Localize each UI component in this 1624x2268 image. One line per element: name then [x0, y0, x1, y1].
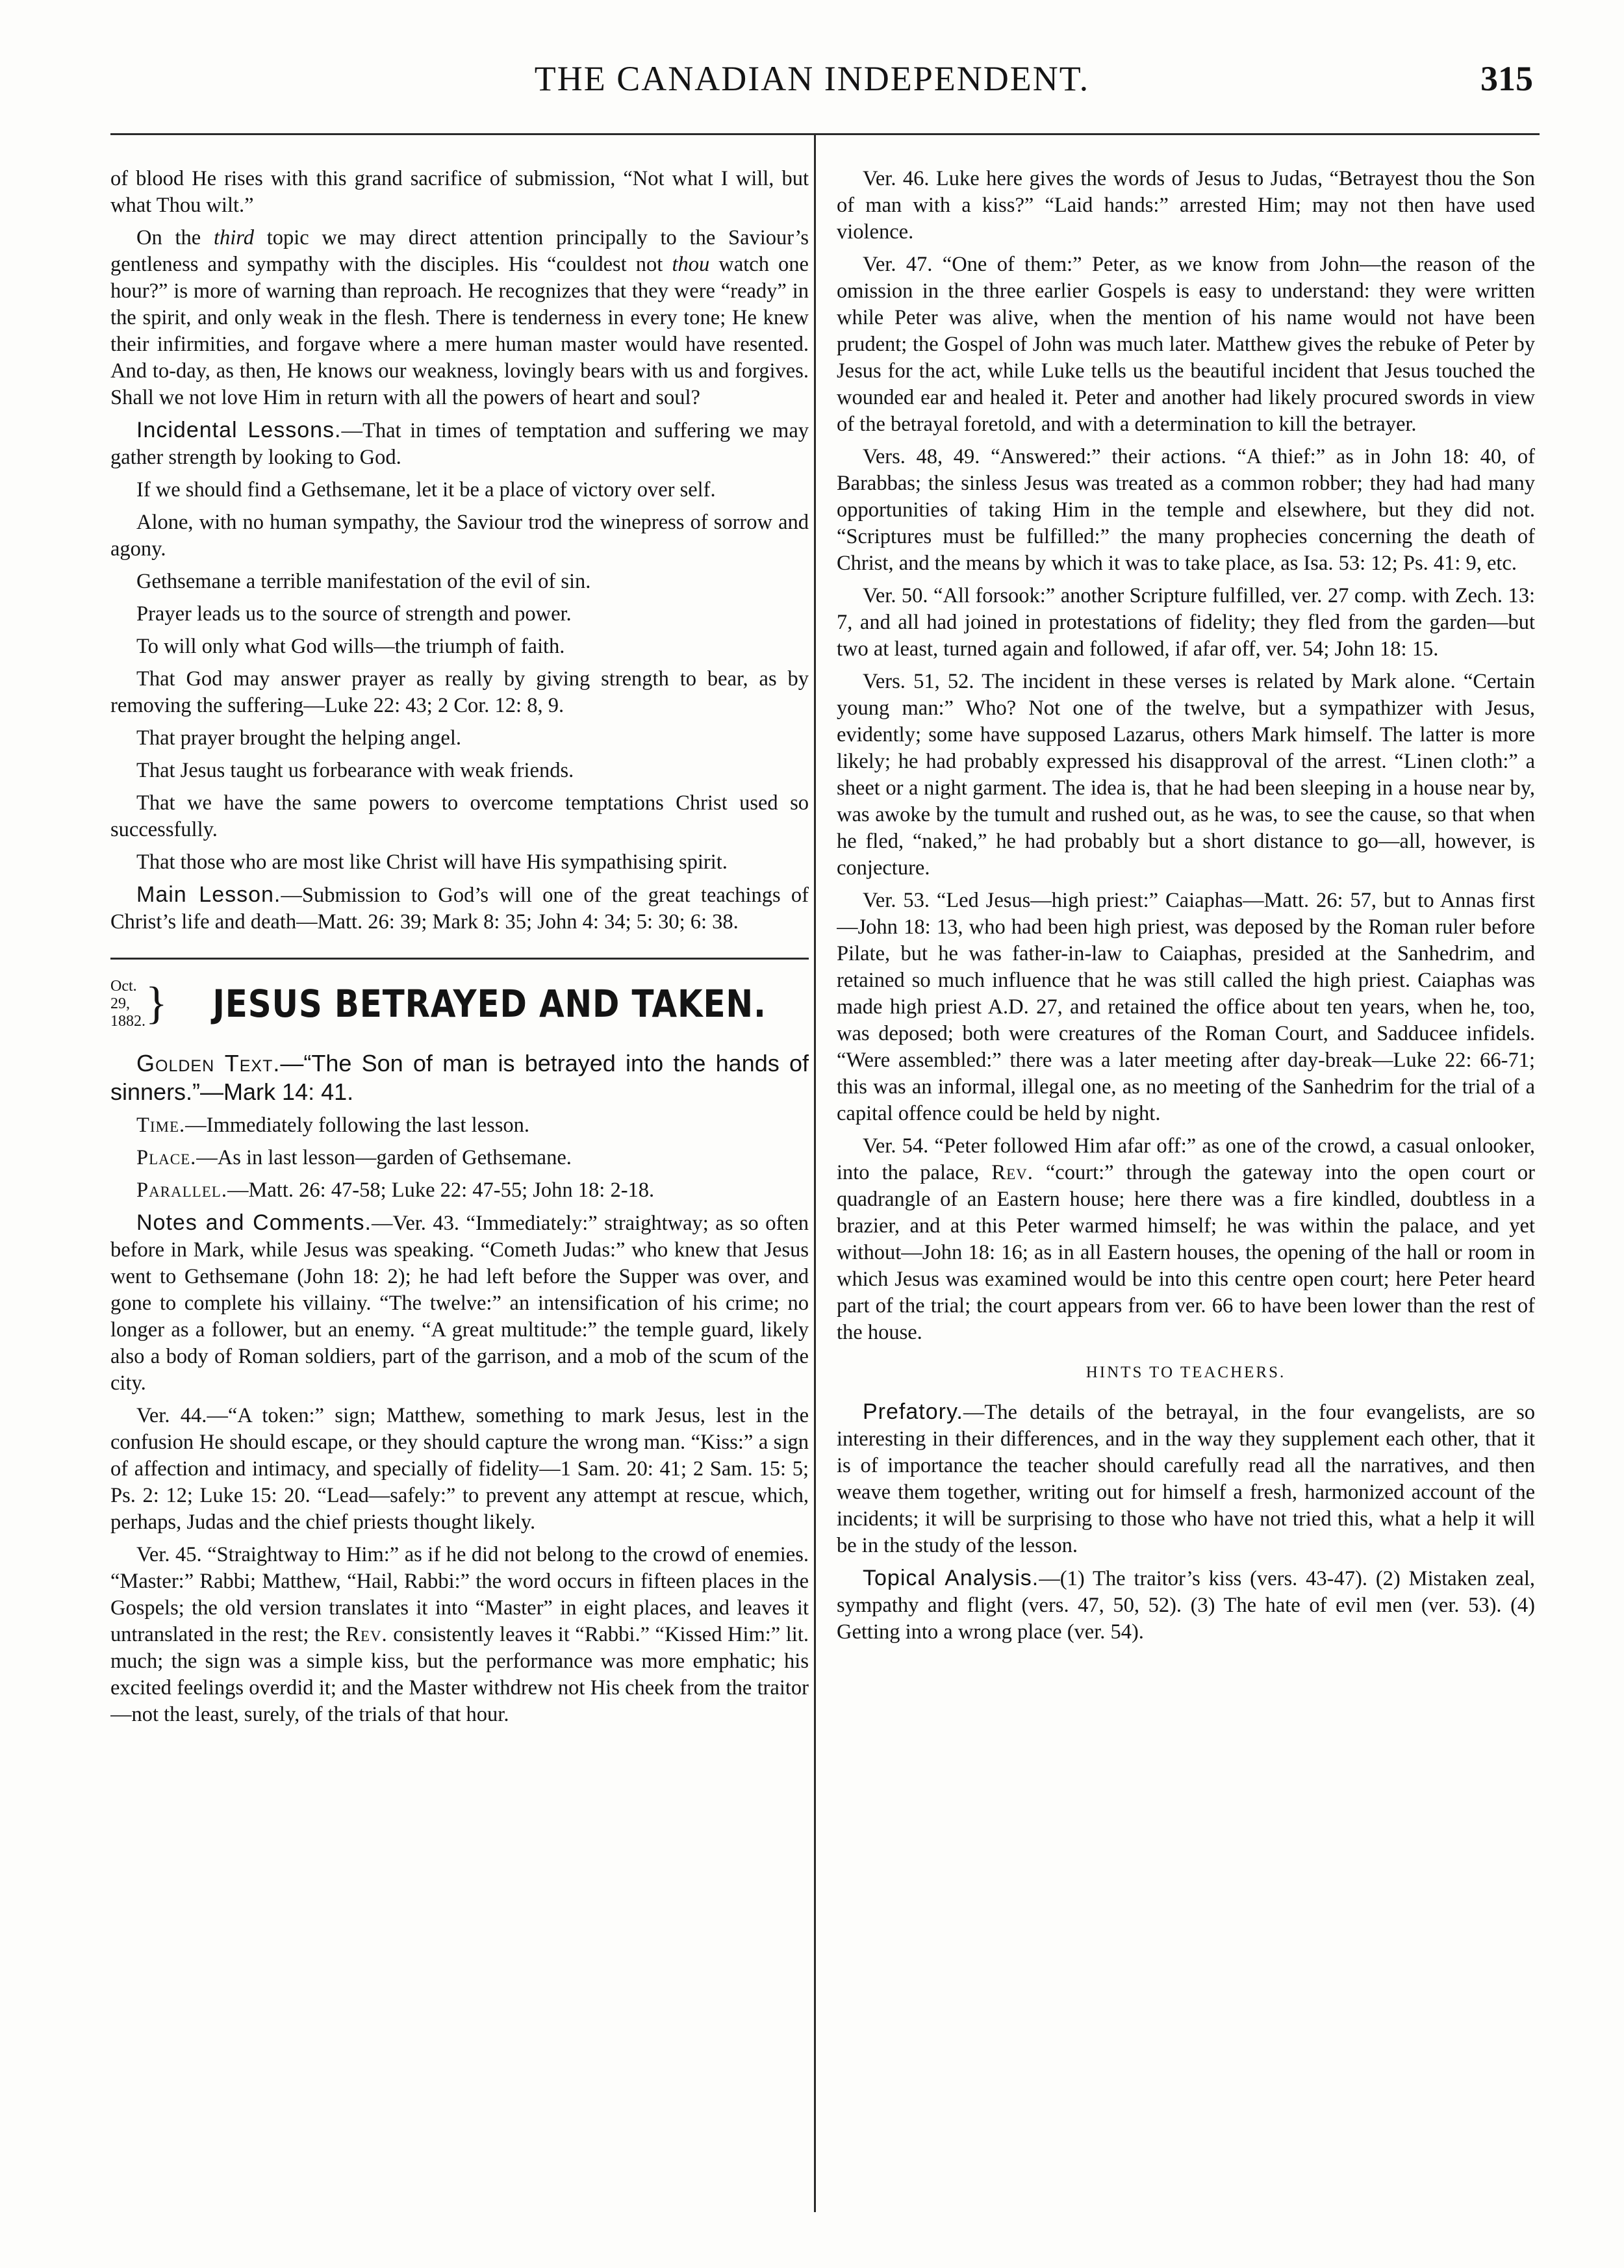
verse-50-paragraph: Ver. 50. “All forsook:” another Scripture fulfilled, ver. 27 comp. with Zech. 13: 7, and all had joined in protestations of fidelity; they fled from the garden—but two at least, turned again and followed, if afar off, ver. 54; John 18: 15. — [837, 584, 1535, 661]
lesson-item: That Jesus taught us forbearance with weak friends. — [136, 759, 574, 782]
page-number: 315 — [1480, 59, 1533, 98]
lesson-item: To will only what God wills—the triumph of faith. — [136, 635, 565, 658]
main-lesson-label: Main Lesson. — [136, 882, 281, 907]
main-lesson-paragraph: Main Lesson.—Submission to God’s will one of the great teachings of Christ’s life and death—Matt. 26: 39; Mark 8: 35; John 4: 34; 5: 30; 6: 38. — [110, 882, 809, 934]
topical-analysis-paragraph: Topical Analysis.—(1) The traitor’s kiss (vers. 43-47). (2) Mistaken zeal, sympathy and flight (vers. 47, 50, 52). (3) The hate of evil men (ver. 53). (4) Getting into a wrong place (ver. 54). — [837, 1566, 1535, 1644]
left-column — [110, 166, 809, 2212]
lesson-date: Oct. 29, 1882. — [110, 977, 146, 1030]
place-paragraph: Place.—As in last lesson—garden of Gethsemane. — [136, 1146, 572, 1169]
verse-47-paragraph: Ver. 47. “One of them:” Peter, as we know from John—the reason of the omission in the three earlier Gospels is easy to understand: they were written while Peter was alive, when the mention of his name would not have been prudent; the Gospel of John was much later. Matthew gives the rebuke of Peter by Jesus for the act, while Luke tells us the beautiful incident that Jesus touched the wounded ear and healed it. Peter and another had likely procured swords in view of the betrayal foretold, and with a determination to kill the betrayer. — [837, 253, 1535, 436]
verse-53-paragraph: Ver. 53. “Led Jesus—high priest:” Caiaphas—Matt. 26: 57, but to Annas first—John 18: 13, who had been high priest, was deposed by the Roman ruler before Pilate, but he was father-in-law to Caiaphas, presided at the Sanhedrim, and retained so much influence that he was still called the high priest. Caiaphas was made high priest A.D. 27, and retained the office about ten years, when he, too, was deposed; both were creatures of the Roman Court, and Sadducee infidels. “Were assembled:” there was a later meeting after day-break—Luke 22: 66-71; this was an informal, illegal one, as no meeting of the Sanhedrim for the trial of a capital offence could be held by night. — [837, 889, 1535, 1125]
lesson-item: That those who are most like Christ will have His sympathising spirit. — [136, 850, 728, 874]
lesson-item: That we have the same powers to overcome temptations Christ used so successfully. — [110, 791, 809, 841]
lesson-item: Gethsemane a terrible manifestation of the evil of sin. — [136, 570, 591, 593]
parallel-label: Parallel. — [136, 1179, 227, 1202]
running-head: THE CANADIAN INDEPENDENT. — [534, 59, 1090, 98]
verses-48-49-paragraph: Vers. 48, 49. “Answered:” their actions. “A thief:” as in John 18: 40, of Barabbas; the sinless Jesus was treated as a common robber; they had had many opportunities of taking Him in the temple and elsewhere, but they did not. “Scriptures must be fulfilled:” the many prophecies concerning the death of Christ, and the means by which it was to take place, as Isa. 53: 12; Ps. 41: 9, etc. — [837, 445, 1535, 575]
incidental-lessons-paragraph: Incidental Lessons.—That in times of temptation and suffering we may gather strength by looking to God. — [110, 418, 809, 469]
notes-label: Notes and Comments. — [136, 1210, 372, 1235]
lesson-heading — [110, 975, 809, 1032]
verse-45-paragraph: Ver. 45. “Straightway to Him:” as if he did not belong to the crowd of enemies. “Master:” Rabbi; Matthew, “Hail, Rabbi:” the word occurs in fifteen places in the Gospels; the old version translates it into “Master” in eight places, and leaves it untranslated in the rest; the Rev. consistently leaves it “Rabbi.” “Kissed Him:” lit. much; the sign was a simple kiss, but the performance was more emphatic; his excited feelings overdid it; and the Master withdrew not His cheek from the traitor—not the least, surely, of the trials of that hour. — [110, 1543, 809, 1726]
lesson-item: That prayer brought the helping angel. — [136, 726, 461, 750]
lesson-item: Alone, with no human sympathy, the Saviour trod the winepress of sorrow and agony. — [110, 511, 809, 561]
intro-paragraph: of blood He rises with this grand sacrifice of submission, “Not what I will, but what Thou wilt.” — [110, 167, 809, 217]
lesson-separator-rule — [110, 958, 809, 960]
lesson-item: If we should find a Gethsemane, let it be a place of victory over self. — [136, 478, 716, 502]
lesson-title: JESUS BETRAYED AND TAKEN. — [212, 981, 767, 1026]
time-label: Time. — [136, 1114, 186, 1137]
verse-44-paragraph: Ver. 44.—“A token:” sign; Matthew, something to mark Jesus, lest in the confusion He should escape, or they should capture the wrong man. “Kiss:” a sign of affection and intimacy, and specially of fidelity—1 Sam. 20: 41; 2 Sam. 15: 5; Ps. 2: 12; Luke 15: 20. “Lead—safely:” to prevent any attempt at rescue, which, perhaps, Judas and the chief priests thought likely. — [110, 1404, 809, 1534]
lesson-item: That God may answer prayer as really by giving strength to bear, as by removing the suffering—Luke 22: 43; 2 Cor. 12: 8, 9. — [110, 667, 809, 717]
right-column — [837, 166, 1535, 2212]
golden-text-label: Golden Text. — [136, 1050, 281, 1077]
lesson-item: Prayer leads us to the source of strength and power. — [136, 602, 572, 626]
hints-to-teachers-heading: HINTS TO TEACHERS. — [1085, 1364, 1286, 1381]
verse-46-paragraph: Ver. 46. Luke here gives the words of Jesus to Judas, “Betrayest thou the Son of man with a kiss?” “Laid hands:” arrested Him; may not then have used violence. — [837, 167, 1535, 244]
verses-51-52-paragraph: Vers. 51, 52. The incident in these verses is related by Mark alone. “Certain young man:” Who? Not one of the twelve, but a sympathizer with Jesus, evidently; some have supposed Lazarus, others Mark himself. The latter is more likely; he had probably expressed his disapproval of the arrest. “Linen cloth:” a sheet or a night garment. The idea is, that he had been sleeping in a house near by, was awoke by the tumult and rushed out, as he was, to see the cause, so that when he fled, “naked,” he had probably but a short distance to go—all, however, is conjecture. — [837, 670, 1535, 880]
parallel-paragraph: Parallel.—Matt. 26: 47-58; Luke 22: 47-55; John 18: 2-18. — [136, 1179, 655, 1202]
topical-analysis-label: Topical Analysis. — [863, 1566, 1039, 1590]
prefatory-label: Prefatory. — [863, 1399, 963, 1424]
place-label: Place. — [136, 1146, 197, 1169]
incidental-lessons-label: Incidental Lessons. — [136, 418, 342, 442]
third-topic-paragraph: On the third topic we may direct attention principally to the Saviour’s gentleness and sympathy with the disciples. His “couldest not thou watch one hour?” is more of warning than reproach. He recognizes that they were “ready” in the spirit, and only weak in the flesh. There is tenderness in every tone; He knew their infirmities, and forgave where a mere human master would have resented. And to-day, as then, He knows our weakness, lovingly bears with us and forgives. Shall we not love Him in return with all the powers of heart and soul? — [110, 226, 809, 409]
notes-paragraph: Notes and Comments.—Ver. 43. “Immediately:” straightway; as so often before in Mark, while Jesus was speaking. “Cometh Judas:” who knew that Jesus went to Gethsemane (John 18: 2); he had left before the Supper was over, and gone to complete his villainy. “The twelve:” an intensification of his crime; no longer as a follower, but an enemy. “A great multitude:” the temple guard, likely also a body of Roman soldiers, part of the garrison, and a mob of the scum of the city. — [110, 1210, 809, 1395]
verse-54-paragraph: Ver. 54. “Peter followed Him afar off:” as one of the crowd, a casual onlooker, into the palace, Rev. “court:” through the gateway into the open court or quadrangle of an Eastern house; here there was a fire kindled, doubtless in a brazier, and at this Peter warmed himself; he was within the palace, and yet without—John 18: 16; as in all Eastern houses, the opening of the hall or room in which Jesus was examined would be into this centre open court; here Peter heard part of the trial; the court appears from ver. 66 to have been lower than the rest of the house. — [837, 1134, 1535, 1344]
left-brace: } — [146, 978, 168, 1028]
header-rule — [110, 133, 1540, 135]
time-paragraph: Time.—Immediately following the last lesson. — [136, 1114, 529, 1137]
golden-text-paragraph: Golden Text.—“The Son of man is betrayed into the hands of sinners.”—Mark 14: 41. — [110, 1050, 809, 1105]
column-divider — [814, 133, 816, 2212]
prefatory-paragraph: Prefatory.—The details of the betrayal, in the four evangelists, are so interesting in their differences, and in the way they supplement each other, that it is of importance the teacher should carefully read all the narratives, and then weave them together, writing out for himself a fresh, harmonized account of the incidents; it will be surprising to those who have not tried this, what a help it will be in the study of the lesson. — [837, 1399, 1535, 1557]
